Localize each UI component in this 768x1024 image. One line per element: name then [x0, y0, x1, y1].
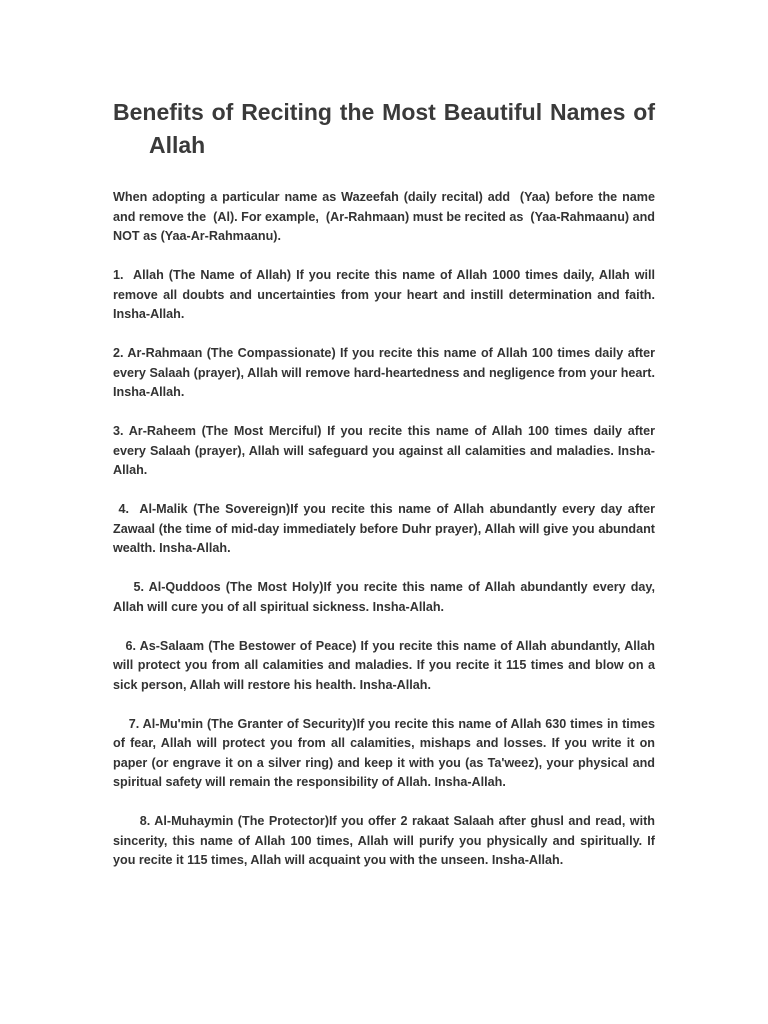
- intro-paragraph: When adopting a particular name as Wazeefah (daily recital) add (Yaa) before the name and remove the (Al). For example, (Ar-Rahmaan) must be recited as (Yaa-Rahmaanu) and NOT as (Yaa-Ar-Rahmaanu).: [113, 190, 659, 243]
- title-line-2: Allah: [149, 132, 206, 158]
- list-item-7: 7. Al-Mu'min (The Granter of Security)If you recite this name of Allah 630 times in times of fear, Allah will protect you from all calamities, mishaps and losses. If you write it on paper (or engrave it on a silver ring) and keep it with you (as Ta'weez), your physical and spiritual safety will remain the responsibility of Allah. Insha-Allah.: [113, 716, 659, 789]
- list-item-4: 4. Al-Malik (The Sovereign)If you recite this name of Allah abundantly every day after Zawaal (the time of mid-day immediately before Duhr prayer), Allah will give you abundant wealth. Insha-Allah.: [113, 502, 659, 555]
- document-title: [113, 96, 655, 162]
- document-page: [113, 96, 659, 890]
- list-item-1: 1. Allah (The Name of Allah) If you recite this name of Allah 1000 times daily, Allah will remove all doubts and uncertainties from your heart and instill determination and faith. Insha-Allah.: [113, 268, 659, 321]
- list-item-5: 5. Al-Quddoos (The Most Holy)If you recite this name of Allah abundantly every day, Allah will cure you of all spiritual sickness. Insha-Allah.: [113, 580, 659, 614]
- list-item-8: 8. Al-Muhaymin (The Protector)If you offer 2 rakaat Salaah after ghusl and read, with sincerity, this name of Allah 100 times, Allah will purify you physically and spiritually. If you recite it 115 times, Allah will acquaint you with the unseen. Insha-Allah.: [113, 814, 659, 867]
- title-line-1: Benefits of Reciting the Most Beautiful Names of: [113, 99, 655, 125]
- list-item-2: 2. Ar-Rahmaan (The Compassionate) If you recite this name of Allah 100 times daily after every Salaah (prayer), Allah will remove hard-heartedness and negligence from your heart. Insha-Allah.: [113, 346, 659, 399]
- list-item-6: 6. As-Salaam (The Bestower of Peace) If you recite this name of Allah abundantly, Allah will protect you from all calamities and maladies. If you recite it 115 times and blow on a sick person, Allah will restore his health. Insha-Allah.: [113, 638, 659, 692]
- list-item-3: 3. Ar-Raheem (The Most Merciful) If you recite this name of Allah 100 times daily after every Salaah (prayer), Allah will safeguard you against all calamities and maladies. Insha-Allah.: [113, 424, 659, 477]
